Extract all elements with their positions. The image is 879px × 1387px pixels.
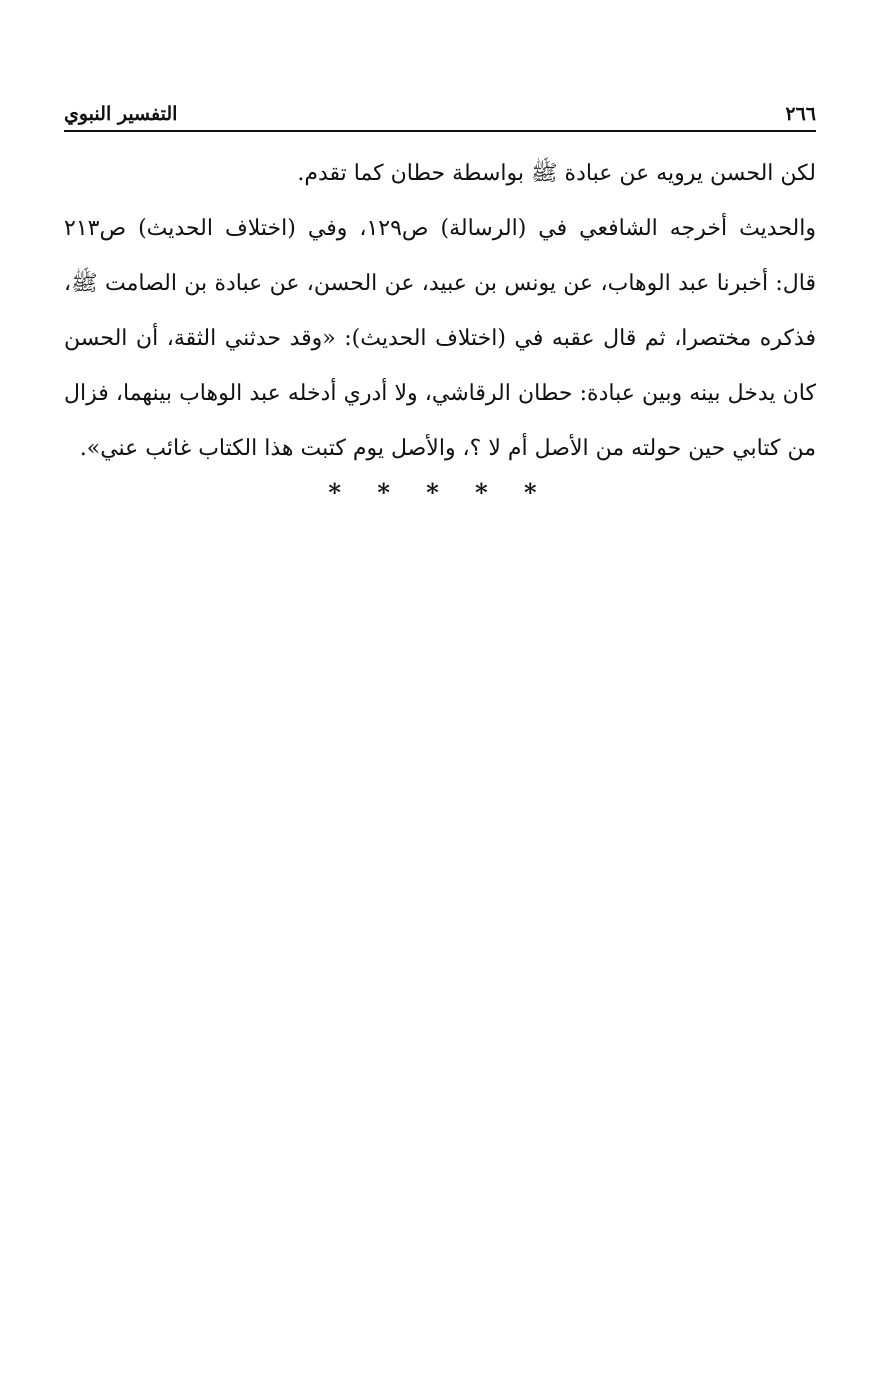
paragraph-2: والحديث أخرجه الشافعي في (الرسالة) ص١٢٩، وفي (اختلاف الحديث) ص٢١٣ قال: أخبرنا عبد الوهاب، عن يونس بن عبيد، عن الحسن، عن عبادة بن الصامت ﷺ، فذكره مختصرا، ثم قال عقبه في (اختلاف الحديث): «وقد حدثني الثقة، أن الحسن كان يدخل بينه وبين عبادة: حطان الرقاشي، ولا أدري أدخله عبد الوهاب بينهما، فزال من كتابي حين حولته من الأصل أم لا ؟، والأصل يوم كتبت هذا الكتاب غائب عني». xyxy=(64,216,816,461)
paragraph-1: لكن الحسن يرويه عن عبادة ﷺ بواسطة حطان كما تقدم. xyxy=(297,161,816,186)
body-text xyxy=(64,146,816,476)
page-number: ٢٦٦ xyxy=(785,103,816,125)
section-separator: * * * * * xyxy=(328,478,551,507)
running-header xyxy=(64,100,816,132)
book-title: التفسير النبوي xyxy=(64,103,178,125)
